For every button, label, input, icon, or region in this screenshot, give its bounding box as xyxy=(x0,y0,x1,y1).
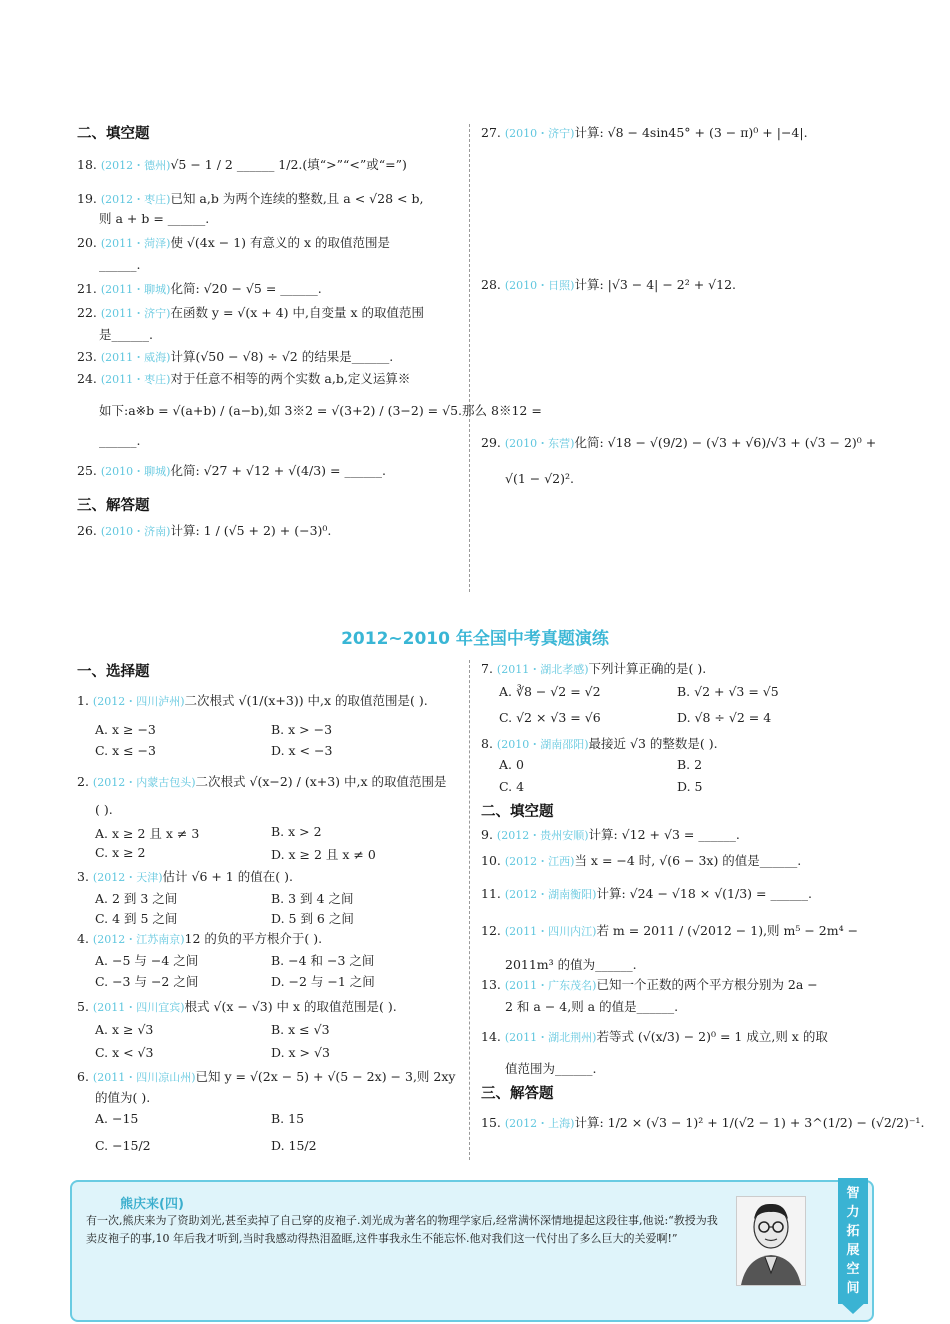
side-banner-arrow xyxy=(838,1300,868,1314)
q3-option-b: B. 3 到 4 之间 xyxy=(271,891,354,906)
q7-option-b: B. √2 + √3 = √5 xyxy=(677,684,779,699)
question-5: 5. (2011・四川宜宾)根式 √(x − √3) 中 x 的取值范围是( ). xyxy=(77,999,397,1014)
question-15: 15. (2012・上海)计算: 1/2 × (√3 − 1)² + 1/(√2 − 1) + 3^(1/2) − (√2/2)⁻¹. xyxy=(481,1115,925,1130)
q8-option-c: C. 4 xyxy=(499,779,525,794)
q8-option-d: D. 5 xyxy=(677,779,703,794)
q1-option-d: D. x < −3 xyxy=(271,743,333,758)
question-26: 26. (2010・济南)计算: 1 / (√5 + 2) + (−3)⁰. xyxy=(77,523,332,538)
question-29: 29. (2010・东营)化简: √18 − √(9/2) − (√3 + √6)/√3 + (√3 − 2)⁰ + xyxy=(481,435,877,450)
question-9: 9. (2012・贵州安顺)计算: √12 + √3 = ______. xyxy=(481,827,740,842)
q5-option-a: A. x ≥ √3 xyxy=(95,1022,154,1037)
q4-option-c: C. −3 与 −2 之间 xyxy=(95,974,199,989)
q4-option-b: B. −4 和 −3 之间 xyxy=(271,953,375,968)
q3-option-d: D. 5 到 6 之间 xyxy=(271,911,354,926)
section-heading-answer-2: 三、解答题 xyxy=(481,1086,554,1102)
question-24: 24. (2011・枣庄)对于任意不相等的两个实数 a,b,定义运算※ xyxy=(77,371,411,386)
q1-option-b: B. x > −3 xyxy=(271,722,333,737)
question-1: 1. (2012・四川泸州)二次根式 √(1/(x+3)) 中,x 的取值范围是( ). xyxy=(77,693,428,708)
q4-option-a: A. −5 与 −4 之间 xyxy=(95,953,199,968)
question-14: 14. (2011・湖北荆州)若等式 (√(x/3) − 2)⁰ = 1 成立,则 x 的取 xyxy=(481,1029,828,1044)
section-heading-answer: 三、解答题 xyxy=(77,498,150,514)
q6-option-b: B. 15 xyxy=(271,1111,305,1126)
section-heading-choice: 一、选择题 xyxy=(77,664,150,680)
column-divider-top xyxy=(469,124,470,592)
question-3: 3. (2012・天津)估计 √6 + 1 的值在( ). xyxy=(77,869,293,884)
q5-option-b: B. x ≤ √3 xyxy=(271,1022,330,1037)
q7-option-c: C. √2 × √3 = √6 xyxy=(499,710,601,725)
q3-option-c: C. 4 到 5 之间 xyxy=(95,911,178,926)
question-6-line2: 的值为( ). xyxy=(95,1090,151,1105)
q5-option-c: C. x < √3 xyxy=(95,1045,154,1060)
q2-option-a: A. x ≥ 2 且 x ≠ 3 xyxy=(95,826,200,841)
main-title: 2012~2010 年全国中考真题演练 xyxy=(341,629,609,649)
question-28: 28. (2010・日照)计算: |√3 − 4| − 2² + √12. xyxy=(481,277,737,292)
question-13-line2: 2 和 a − 4,则 a 的值是______. xyxy=(505,999,679,1014)
section-heading-fill: 二、填空题 xyxy=(77,126,150,142)
q6-option-d: D. 15/2 xyxy=(271,1138,317,1153)
side-banner-label: 智力拓展空间 xyxy=(846,1186,860,1296)
q8-option-a: A. 0 xyxy=(499,757,524,772)
question-11: 11. (2012・湖南衡阳)计算: √24 − √18 × √(1/3) = ______. xyxy=(481,886,812,901)
question-20: 20. (2011・菏泽)使 √(4x − 1) 有意义的 x 的取值范围是 xyxy=(77,235,390,250)
question-29-line2: √(1 − √2)². xyxy=(505,471,574,486)
q6-option-c: C. −15/2 xyxy=(95,1138,151,1153)
q7-option-d: D. √8 ÷ √2 = 4 xyxy=(677,710,772,725)
q3-option-a: A. 2 到 3 之间 xyxy=(95,891,178,906)
q5-option-d: D. x > √3 xyxy=(271,1045,330,1060)
story-text: 有一次,熊庆来为了资助刘光,甚至卖掉了自己穿的皮袍子.刘光成为著名的物理学家后,经常满怀深情地提起这段往事,他说:“教授为我卖皮袍子的事,10 年后我才听到,当时我感动得热泪盈眶,这件事我永生不能忘怀.他对我们这一代付出了多么巨大的关爱啊!” xyxy=(86,1214,718,1245)
q2-option-b: B. x > 2 xyxy=(271,824,322,839)
column-divider-bottom xyxy=(469,660,470,1160)
question-19: 19. (2012・枣庄)已知 a,b 为两个连续的整数,且 a < √28 < b, xyxy=(77,191,424,206)
question-20-line2: ______. xyxy=(99,257,141,272)
q7-option-a: A. ∛8 − √2 = √2 xyxy=(499,684,601,699)
q2-option-c: C. x ≥ 2 xyxy=(95,845,146,860)
question-12: 12. (2011・四川内江)若 m = 2011 / (√2012 − 1),则 m⁵ − 2m⁴ − xyxy=(481,923,859,938)
question-27: 27. (2010・济宁)计算: √8 − 4sin45° + (3 − π)⁰ + |−4|. xyxy=(481,125,808,140)
q1-option-c: C. x ≤ −3 xyxy=(95,743,156,758)
question-22-line2: 是______. xyxy=(99,327,153,342)
question-2-line2: ( ). xyxy=(95,802,113,817)
question-24-line3: ______. xyxy=(99,433,141,448)
question-2: 2. (2012・内蒙古包头)二次根式 √(x−2) / (x+3) 中,x 的取值范围是 xyxy=(77,774,447,789)
question-13: 13. (2011・广东茂名)已知一个正数的两个平方根分别为 2a − xyxy=(481,977,818,992)
story-title: 熊庆来(四) xyxy=(120,1197,184,1212)
question-19-line2: 则 a + b = ______. xyxy=(99,211,210,226)
question-23: 23. (2011・威海)计算(√50 − √8) ÷ √2 的结果是______. xyxy=(77,349,394,364)
question-12-line2: 2011m³ 的值为______. xyxy=(505,957,637,972)
question-25: 25. (2010・聊城)化简: √27 + √12 + √(4/3) = ______. xyxy=(77,463,386,478)
question-4: 4. (2012・江苏南京)12 的负的平方根介于( ). xyxy=(77,931,323,946)
question-14-line2: 值范围为______. xyxy=(505,1061,597,1076)
question-22: 22. (2011・济宁)在函数 y = √(x + 4) 中,自变量 x 的取值范围 xyxy=(77,305,424,320)
question-18: 18. (2012・德州)√5 − 1 / 2 ______ 1/2.(填“>”“<”或“=”) xyxy=(77,157,407,172)
q4-option-d: D. −2 与 −1 之间 xyxy=(271,974,375,989)
q6-option-a: A. −15 xyxy=(95,1111,139,1126)
q8-option-b: B. 2 xyxy=(677,757,703,772)
question-7: 7. (2011・湖北孝感)下列计算正确的是( ). xyxy=(481,661,707,676)
q1-option-a: A. x ≥ −3 xyxy=(95,722,156,737)
question-21: 21. (2011・聊城)化简: √20 − √5 = ______. xyxy=(77,281,322,296)
question-8: 8. (2010・湖南邵阳)最接近 √3 的整数是( ). xyxy=(481,736,718,751)
q2-option-d: D. x ≥ 2 且 x ≠ 0 xyxy=(271,847,376,862)
section-heading-fill-2: 二、填空题 xyxy=(481,804,554,820)
question-24-line2: 如下:a※b = √(a+b) / (a−b),如 3※2 = √(3+2) / (3−2) = √5.那么 8※12 = xyxy=(99,403,542,418)
portrait-image xyxy=(736,1196,806,1286)
question-10: 10. (2012・江西)当 x = −4 时, √(6 − 3x) 的值是______. xyxy=(481,853,802,868)
question-6: 6. (2011・四川凉山州)已知 y = √(2x − 5) + √(5 − 2x) − 3,则 2xy xyxy=(77,1069,456,1084)
